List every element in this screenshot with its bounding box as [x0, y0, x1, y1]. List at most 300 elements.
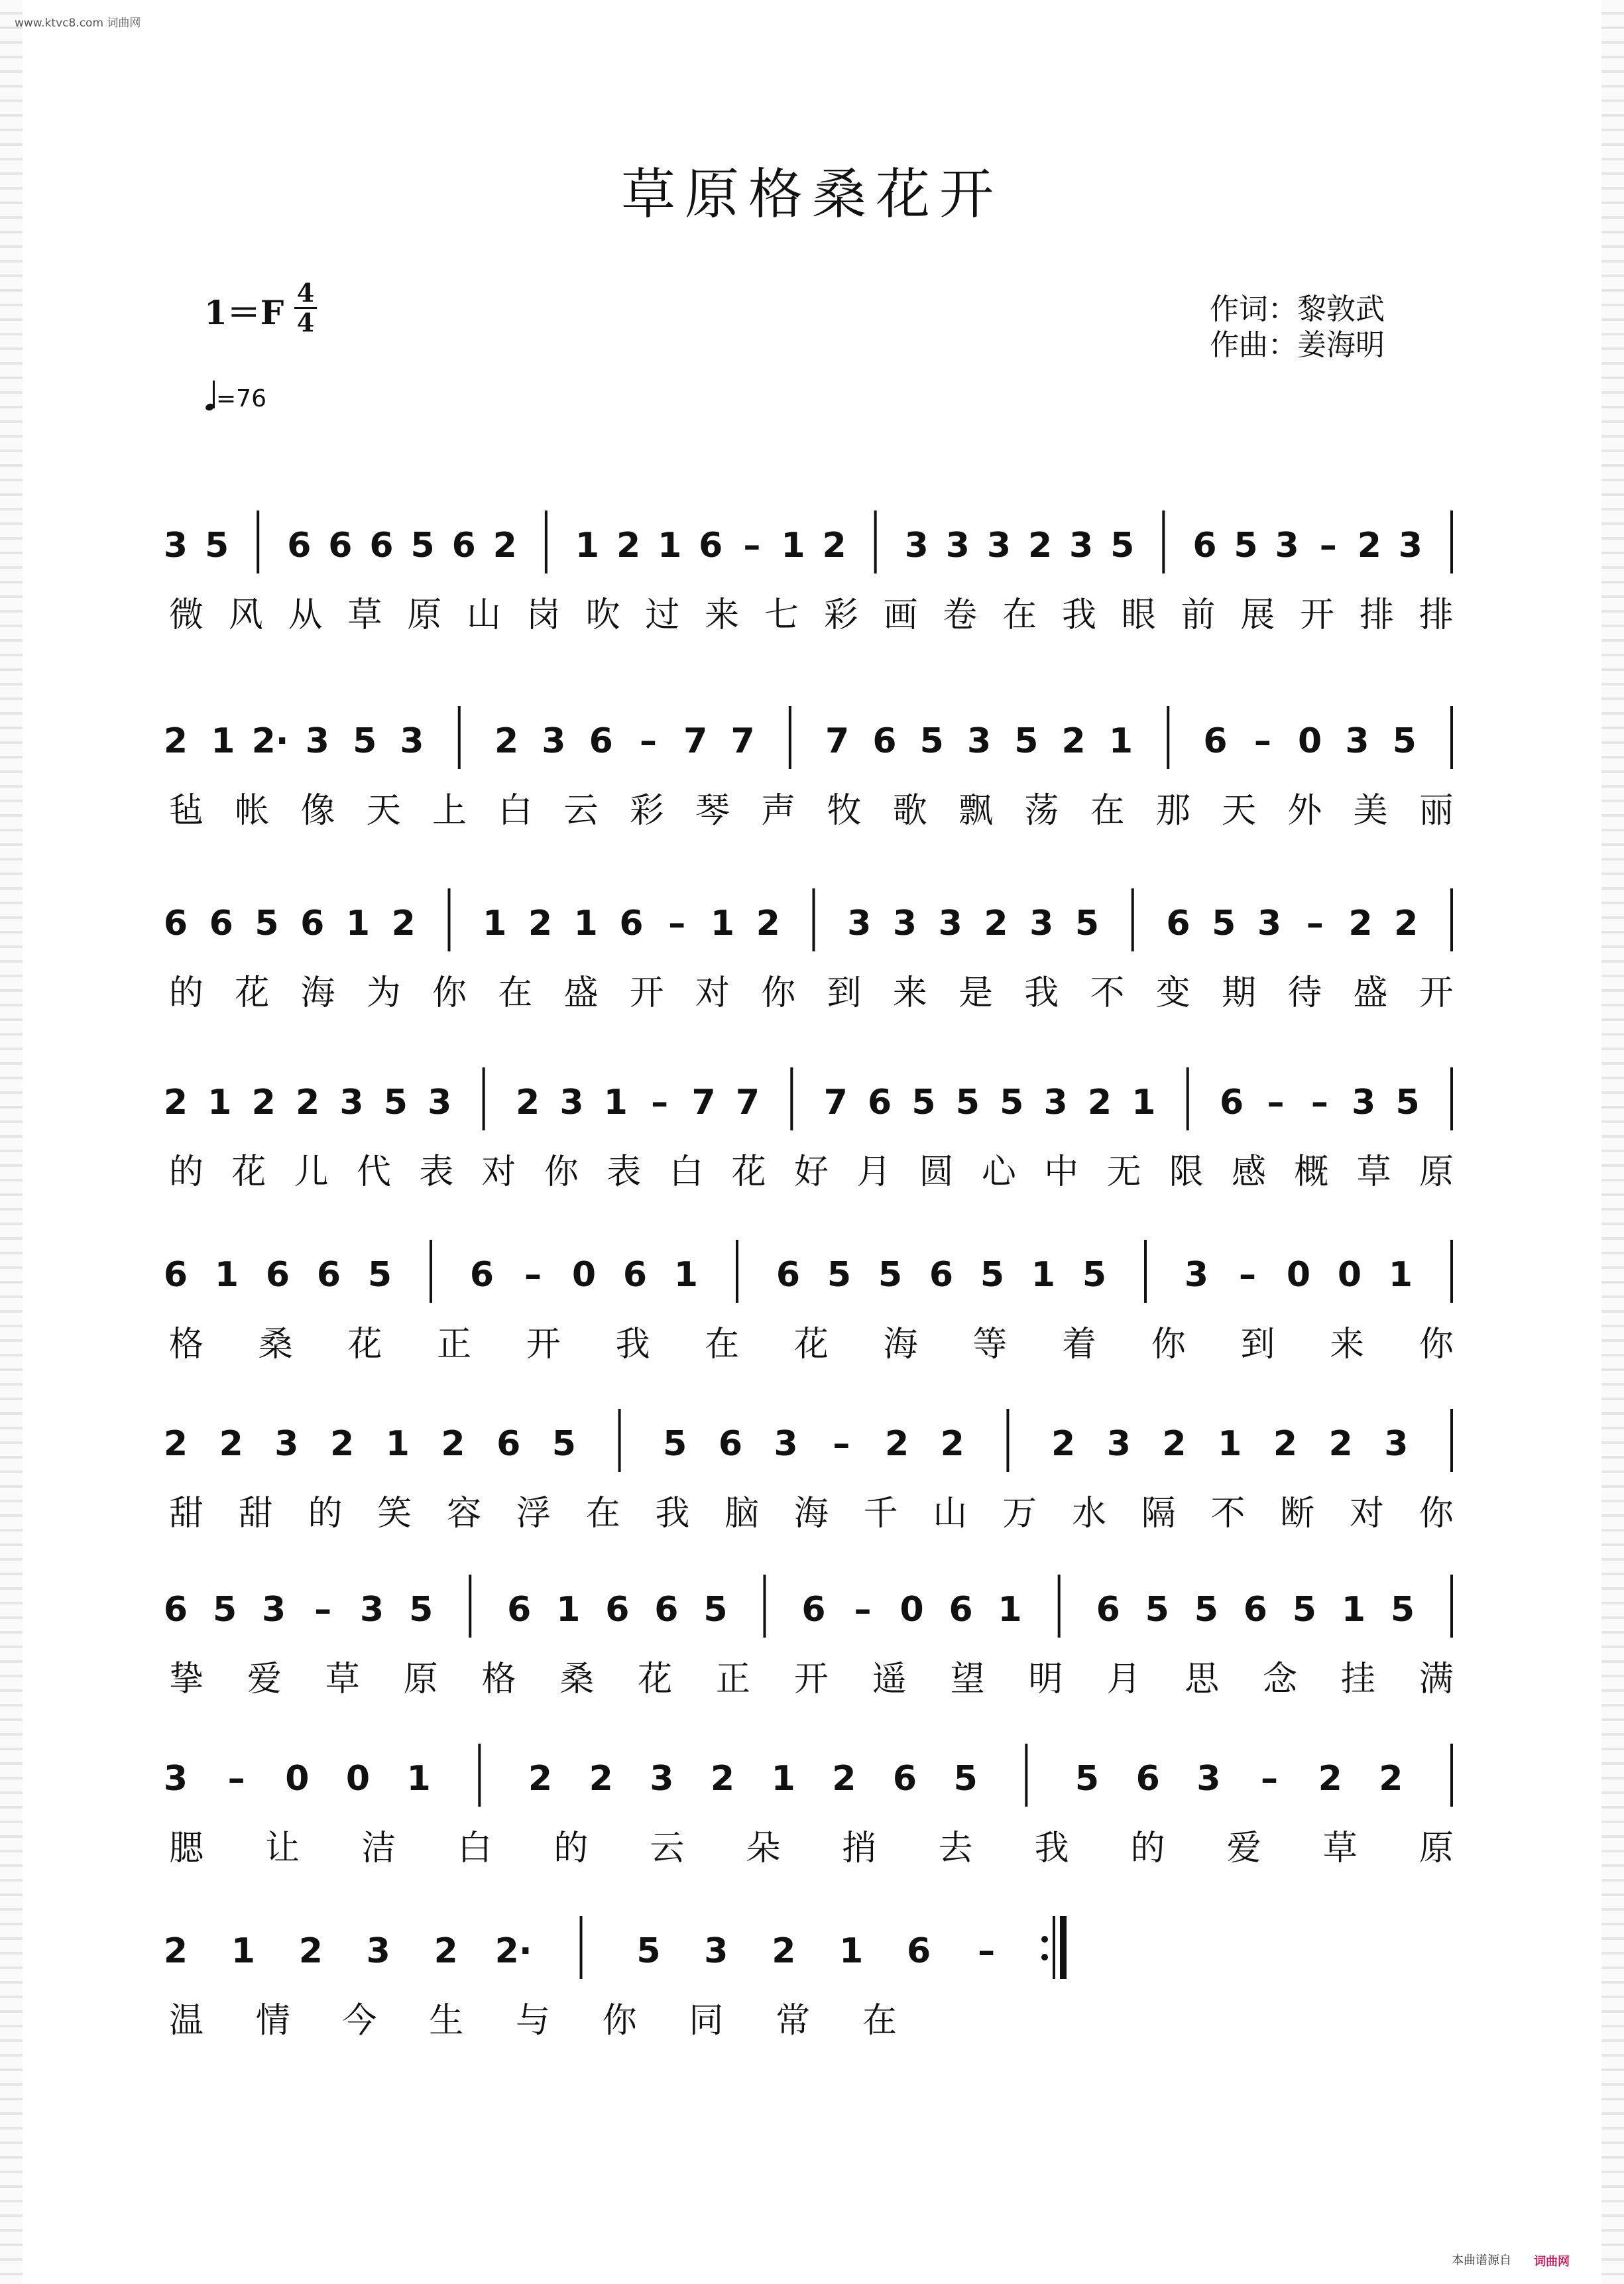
lyrics-line — [169, 1651, 1455, 1701]
note-glyph: 5 — [551, 1424, 576, 1464]
note-glyph: 2 — [1328, 1424, 1353, 1464]
note-glyph: 6 — [892, 1759, 917, 1799]
note-glyph: 6 — [1135, 1759, 1160, 1799]
lyric-char: 开 — [526, 1325, 562, 1364]
lyric-char: 毡 — [169, 791, 205, 831]
note-glyph: 5 — [1014, 721, 1039, 761]
note-glyph: 2 — [822, 526, 846, 566]
note-glyph: 2 — [616, 526, 641, 566]
key-signature: 1＝F — [204, 293, 284, 332]
lyric-char: 从 — [288, 595, 324, 635]
lyric-char: 念 — [1263, 1659, 1299, 1699]
tempo-value: =76 — [216, 385, 266, 412]
lyric-char: 我 — [1061, 595, 1098, 635]
score-row — [0, 1067, 1624, 1207]
lyric-char: 甜 — [169, 1494, 205, 1533]
lyric-char: 的 — [169, 1152, 205, 1192]
note-glyph: 1 — [556, 1590, 581, 1630]
notation-line — [0, 706, 1624, 792]
note-glyph: 3 — [774, 1424, 798, 1464]
lyric-char: 海 — [793, 1494, 830, 1533]
lyric-char: 我 — [655, 1494, 691, 1533]
note-glyph: 3 — [1029, 904, 1054, 943]
note-glyph: 2· — [251, 721, 289, 761]
lyric-char: 水 — [1071, 1494, 1108, 1533]
lyric-char: 花 — [231, 1152, 268, 1192]
note-glyph: 5 — [1082, 1255, 1107, 1295]
note-glyph: 5 — [1395, 1083, 1420, 1122]
note-glyph: 3 — [428, 1083, 452, 1122]
note-glyph: 1 — [345, 904, 371, 943]
lyric-char: 月 — [856, 1152, 893, 1192]
note-glyph: 2 — [940, 1424, 964, 1464]
time-signature-bottom: 4 — [296, 308, 315, 337]
notation-line — [0, 511, 1624, 597]
lyric-char: 盛 — [1353, 973, 1389, 1013]
note-glyph: 3 — [1257, 904, 1282, 943]
note-glyph: – — [1306, 904, 1324, 943]
note-glyph: 7 — [825, 721, 850, 761]
lyrics-line — [169, 782, 1455, 832]
lyric-char: 开 — [629, 973, 666, 1013]
note-glyph: 5 — [1292, 1590, 1316, 1630]
score-row — [0, 1916, 1624, 2055]
note-glyph: – — [1253, 721, 1271, 761]
note-glyph: 5 — [663, 1424, 687, 1464]
score-row — [0, 511, 1624, 650]
lyric-char: 期 — [1222, 973, 1258, 1013]
notation-line — [0, 1067, 1624, 1154]
note-glyph: 2 — [515, 1083, 540, 1122]
lyric-char: 白 — [498, 791, 534, 831]
lyric-char: 原 — [1419, 1152, 1455, 1192]
note-glyph: 5 — [827, 1255, 852, 1295]
tempo-marking — [205, 385, 266, 412]
lyric-char: 你 — [1151, 1325, 1187, 1364]
lyric-char: 眼 — [1121, 595, 1157, 635]
lyric-char: 花 — [793, 1325, 830, 1364]
lyric-char: 万 — [1002, 1494, 1039, 1533]
lyric-char: 你 — [432, 973, 469, 1013]
lyric-char: 望 — [950, 1659, 986, 1699]
note-glyph: 6 — [316, 1255, 341, 1295]
note-glyph: 1 — [483, 904, 507, 943]
lyric-char: 海 — [883, 1325, 919, 1364]
lyric-char: 天 — [366, 791, 402, 831]
note-glyph: 2 — [528, 1759, 553, 1799]
lyric-char: 今 — [342, 2001, 378, 2041]
note-glyph: 6 — [867, 1083, 892, 1122]
note-glyph: 3 — [400, 721, 424, 761]
lyric-char: 到 — [1240, 1325, 1277, 1364]
note-glyph: 2 — [710, 1759, 735, 1799]
footer-source: 本曲谱源自 — [1452, 2254, 1511, 2267]
note-glyph: 6 — [287, 526, 312, 566]
lyric-char: 你 — [602, 2001, 638, 2041]
lyric-char: 风 — [228, 595, 264, 635]
note-glyph: 3 — [366, 1931, 390, 1971]
note-glyph: 1 — [771, 1759, 795, 1799]
note-glyph: 1 — [207, 1083, 232, 1122]
note-glyph: 1 — [214, 1255, 239, 1295]
note-glyph: 0 — [345, 1759, 371, 1799]
time-signature — [294, 280, 317, 336]
note-glyph: 1 — [211, 721, 235, 761]
lyric-char: 代 — [356, 1152, 392, 1192]
note-glyph: 1 — [406, 1759, 431, 1799]
note-glyph: 2 — [589, 1759, 613, 1799]
note-glyph: 2 — [251, 1083, 276, 1122]
note-glyph: – — [314, 1590, 332, 1630]
note-glyph: 3 — [1106, 1424, 1131, 1464]
note-glyph: 5 — [1145, 1590, 1169, 1630]
song-title: 草原格桑花开 — [620, 163, 1003, 226]
note-glyph: 3 — [904, 526, 929, 566]
lyricist: 作词：黎敦武 — [1210, 292, 1385, 326]
notation-line — [0, 1744, 1624, 1830]
lyric-char: 微 — [169, 595, 205, 635]
score-row — [0, 1575, 1624, 1714]
note-glyph: 5 — [353, 721, 377, 761]
lyric-char: 展 — [1240, 595, 1277, 635]
lyric-char: 格 — [481, 1659, 518, 1699]
lyric-char: 美 — [1353, 791, 1389, 831]
note-glyph: 5 — [367, 1255, 392, 1295]
note-glyph: 5 — [1234, 526, 1258, 566]
lyric-char: 圆 — [919, 1152, 955, 1192]
note-glyph: 6 — [369, 526, 394, 566]
lyric-char: 像 — [300, 791, 337, 831]
note-glyph: 1 — [998, 1590, 1022, 1630]
lyric-char: 桑 — [258, 1325, 294, 1364]
lyric-char: 让 — [265, 1829, 302, 1868]
lyric-char: 甜 — [238, 1494, 274, 1533]
lyric-char: 荡 — [1024, 791, 1061, 831]
lyric-char: 前 — [1181, 595, 1217, 635]
note-glyph: 5 — [1074, 1759, 1100, 1799]
note-glyph: 2 — [528, 904, 553, 943]
lyric-char: 等 — [972, 1325, 1009, 1364]
lyric-char: 过 — [645, 595, 681, 635]
note-glyph: 1 — [839, 1931, 864, 1971]
note-glyph: 1 — [658, 526, 682, 566]
lyric-char: 盛 — [563, 973, 600, 1013]
footer-site-logo: 词曲网 — [1534, 2255, 1570, 2269]
lyric-char: 桑 — [559, 1659, 596, 1699]
note-glyph: 2 — [329, 1424, 355, 1464]
note-glyph: 3 — [261, 1590, 286, 1630]
note-glyph: – — [854, 1590, 872, 1630]
note-glyph: 6 — [1243, 1590, 1267, 1630]
lyric-char: 原 — [1419, 1829, 1455, 1868]
lyrics-line — [169, 1316, 1455, 1366]
note-glyph: 6 — [907, 1931, 931, 1971]
lyric-char: 琴 — [695, 791, 732, 831]
lyric-char: 在 — [498, 973, 534, 1013]
note-glyph: 6 — [451, 526, 476, 566]
note-glyph: 0 — [1286, 1255, 1311, 1295]
lyric-char: 在 — [862, 2001, 898, 2041]
lyric-char: 断 — [1280, 1494, 1316, 1533]
lyric-char: 云 — [650, 1829, 686, 1868]
note-glyph: 6 — [801, 1590, 826, 1630]
note-glyph: 6 — [1203, 721, 1228, 761]
note-glyph: 2 — [298, 1931, 323, 1971]
note-glyph: 2 — [772, 1931, 796, 1971]
lyric-char: 表 — [607, 1152, 643, 1192]
note-glyph: 1 — [575, 526, 600, 566]
lyric-char: 遥 — [872, 1659, 908, 1699]
lyric-char: 花 — [638, 1659, 674, 1699]
lyric-char: 草 — [347, 595, 384, 635]
lyric-char: 是 — [958, 973, 995, 1013]
note-glyph: 3 — [650, 1759, 674, 1799]
note-glyph: 6 — [654, 1590, 679, 1630]
lyric-char: 感 — [1232, 1152, 1268, 1192]
note-glyph: 6 — [622, 1255, 648, 1295]
note-glyph: 2 — [1348, 904, 1373, 943]
note-glyph: 3 — [1043, 1083, 1068, 1122]
lyric-char: 到 — [827, 973, 863, 1013]
note-glyph: 1 — [1108, 721, 1133, 761]
note-glyph: 6 — [605, 1590, 630, 1630]
note-glyph: 1 — [603, 1083, 628, 1122]
note-glyph: 3 — [945, 526, 970, 566]
repeat-dot — [1041, 1954, 1048, 1960]
lyric-char: 彩 — [629, 791, 666, 831]
lyrics-line — [169, 965, 1455, 1014]
lyric-char: 隔 — [1141, 1494, 1177, 1533]
lyric-char: 原 — [407, 595, 443, 635]
lyric-char: 概 — [1294, 1152, 1330, 1192]
note-glyph: 5 — [1000, 1083, 1024, 1122]
lyric-char: 温 — [169, 2001, 205, 2041]
notation-line — [0, 888, 1624, 975]
lyric-char: 挚 — [169, 1659, 205, 1699]
note-glyph: 6 — [163, 904, 188, 943]
lyric-char: 思 — [1185, 1659, 1221, 1699]
lyric-char: 排 — [1419, 595, 1455, 635]
note-glyph: 3 — [986, 526, 1012, 566]
lyric-char: 卷 — [943, 595, 979, 635]
note-glyph: 2 — [163, 721, 188, 761]
repeat-dot — [1041, 1936, 1048, 1943]
note-glyph: 3 — [847, 904, 872, 943]
site-watermark: www.ktvc8.com 词曲网 — [15, 17, 141, 30]
lyric-char: 歌 — [892, 791, 929, 831]
note-glyph: – — [1267, 1083, 1285, 1122]
lyric-char: 那 — [1155, 791, 1192, 831]
notation-line — [0, 1240, 1624, 1326]
note-glyph: 5 — [919, 721, 944, 761]
credits — [1210, 292, 1385, 363]
note-glyph: 1 — [1131, 1083, 1156, 1122]
lyric-char: 浮 — [516, 1494, 552, 1533]
lyric-char: 岗 — [526, 595, 562, 635]
note-glyph: 3 — [1196, 1759, 1221, 1799]
lyric-char: 的 — [553, 1829, 590, 1868]
lyric-char: 脑 — [725, 1494, 761, 1533]
note-glyph: 2 — [832, 1759, 856, 1799]
note-glyph: 2 — [1061, 721, 1086, 761]
lyric-char: 千 — [863, 1494, 899, 1533]
lyric-char: 儿 — [294, 1152, 330, 1192]
note-glyph: – — [1310, 1083, 1328, 1122]
note-glyph: 3 — [704, 1931, 728, 1971]
lyric-char: 开 — [1300, 595, 1336, 635]
note-glyph: 2 — [884, 1424, 909, 1464]
note-glyph: – — [651, 1083, 669, 1122]
note-glyph: 6 — [589, 721, 613, 761]
note-glyph: 5 — [636, 1931, 661, 1971]
lyric-char: 牧 — [827, 791, 863, 831]
notation-line — [0, 1575, 1624, 1661]
note-glyph: 1 — [673, 1255, 699, 1295]
note-glyph: 6 — [776, 1255, 801, 1295]
lyrics-line — [169, 587, 1455, 636]
note-glyph: 6 — [1220, 1083, 1244, 1122]
note-glyph: 2 — [1162, 1424, 1187, 1464]
note-glyph: 2 — [219, 1424, 243, 1464]
lyric-char: 花 — [731, 1152, 768, 1192]
note-glyph: 5 — [1390, 1590, 1415, 1630]
note-glyph: 5 — [205, 526, 229, 566]
note-glyph: 5 — [878, 1255, 903, 1295]
note-glyph: 2 — [984, 904, 1008, 943]
note-glyph: 2 — [756, 904, 780, 943]
lyric-char: 草 — [325, 1659, 361, 1699]
note-glyph: – — [1319, 526, 1337, 566]
note-glyph: 5 — [410, 526, 435, 566]
note-glyph: 7 — [691, 1083, 716, 1122]
note-glyph: 6 — [265, 1255, 290, 1295]
lyrics-line — [169, 1485, 1455, 1535]
note-glyph: 2 — [493, 526, 517, 566]
note-glyph: 5 — [409, 1590, 434, 1630]
lyric-char: 海 — [300, 973, 337, 1013]
note-glyph: 3 — [1352, 1083, 1376, 1122]
lyrics-line — [169, 1820, 1455, 1870]
lyric-char: 云 — [563, 791, 600, 831]
note-glyph: 2 — [163, 1424, 188, 1464]
note-glyph: 3 — [163, 526, 188, 566]
note-glyph: 3 — [305, 721, 329, 761]
lyric-char: 对 — [1350, 1494, 1386, 1533]
note-glyph: 2 — [1027, 526, 1053, 566]
note-glyph: 0 — [285, 1759, 310, 1799]
note-glyph: 3 — [542, 721, 566, 761]
lyric-char: 上 — [432, 791, 469, 831]
note-glyph: 5 — [255, 904, 279, 943]
lyric-char: 与 — [515, 2001, 551, 2041]
score-row — [0, 888, 1624, 1028]
note-glyph: 7 — [683, 721, 708, 761]
lyric-char: 你 — [1419, 1494, 1455, 1533]
note-glyph: 5 — [1392, 721, 1417, 761]
lyric-char: 捎 — [842, 1829, 878, 1868]
lyric-char: 挂 — [1340, 1659, 1377, 1699]
note-glyph: 2 — [163, 1931, 188, 1971]
lyric-char: 心 — [981, 1152, 1017, 1192]
lyric-char: 你 — [761, 973, 797, 1013]
note-glyph: 1 — [1218, 1424, 1242, 1464]
note-glyph: 6 — [163, 1255, 188, 1295]
note-glyph: 3 — [1275, 526, 1299, 566]
note-glyph: 0 — [1298, 721, 1322, 761]
score-row — [0, 1409, 1624, 1548]
lyric-char: 中 — [1044, 1152, 1080, 1192]
note-glyph: 3 — [1069, 526, 1094, 566]
lyric-char: 开 — [1419, 973, 1455, 1013]
lyric-char: 对 — [481, 1152, 518, 1192]
lyric-char: 的 — [169, 973, 205, 1013]
note-glyph: – — [1261, 1759, 1278, 1799]
note-glyph: – — [639, 721, 657, 761]
note-glyph: 3 — [1384, 1424, 1409, 1464]
note-glyph: 6 — [619, 904, 644, 943]
note-glyph: 1 — [1341, 1590, 1366, 1630]
note-glyph: – — [833, 1424, 850, 1464]
note-glyph: 0 — [571, 1255, 597, 1295]
lyric-char: 来 — [705, 595, 741, 635]
note-glyph: – — [1239, 1255, 1256, 1295]
lyric-char: 排 — [1359, 595, 1395, 635]
note-glyph: 5 — [703, 1590, 728, 1630]
note-glyph: 2 — [1357, 526, 1381, 566]
note-glyph: 5 — [980, 1255, 1005, 1295]
note-glyph: 2 — [296, 1083, 320, 1122]
score-row — [0, 1744, 1624, 1883]
lyric-char: 你 — [1419, 1325, 1455, 1364]
note-glyph: 5 — [212, 1590, 237, 1630]
lyric-char: 不 — [1090, 973, 1126, 1013]
notation-line — [0, 1409, 1624, 1495]
lyrics-line — [169, 1144, 1455, 1193]
note-glyph: 2· — [494, 1931, 532, 1971]
lyric-char: 天 — [1222, 791, 1258, 831]
score-row — [0, 1240, 1624, 1379]
note-glyph: 2 — [163, 1083, 188, 1122]
note-glyph: 6 — [872, 721, 897, 761]
note-glyph: 0 — [899, 1590, 924, 1630]
lyric-char: 变 — [1155, 973, 1192, 1013]
note-glyph: 6 — [469, 1255, 494, 1295]
note-glyph: 3 — [1398, 526, 1422, 566]
note-glyph: 6 — [1192, 526, 1217, 566]
note-glyph: – — [668, 904, 686, 943]
notation-line — [0, 1916, 1624, 2002]
lyric-char: 为 — [366, 973, 402, 1013]
note-glyph: 6 — [209, 904, 233, 943]
note-glyph: 3 — [559, 1083, 584, 1122]
lyric-char: 爱 — [1226, 1829, 1263, 1868]
note-glyph: 5 — [1110, 526, 1135, 566]
lyric-char: 在 — [705, 1325, 741, 1364]
composer: 作曲：姜海明 — [1210, 328, 1385, 362]
lyric-char: 着 — [1062, 1325, 1098, 1364]
lyric-char: 待 — [1287, 973, 1324, 1013]
lyric-char: 格 — [169, 1325, 205, 1364]
note-glyph: 5 — [1074, 904, 1100, 943]
note-glyph: 1 — [231, 1931, 256, 1971]
note-glyph: 6 — [163, 1590, 188, 1630]
lyric-char: 彩 — [823, 595, 860, 635]
lyric-char: 飘 — [958, 791, 995, 831]
note-glyph: 3 — [1345, 721, 1369, 761]
lyric-char: 同 — [689, 2001, 725, 2041]
note-glyph: 3 — [938, 904, 962, 943]
lyric-char: 来 — [1330, 1325, 1366, 1364]
